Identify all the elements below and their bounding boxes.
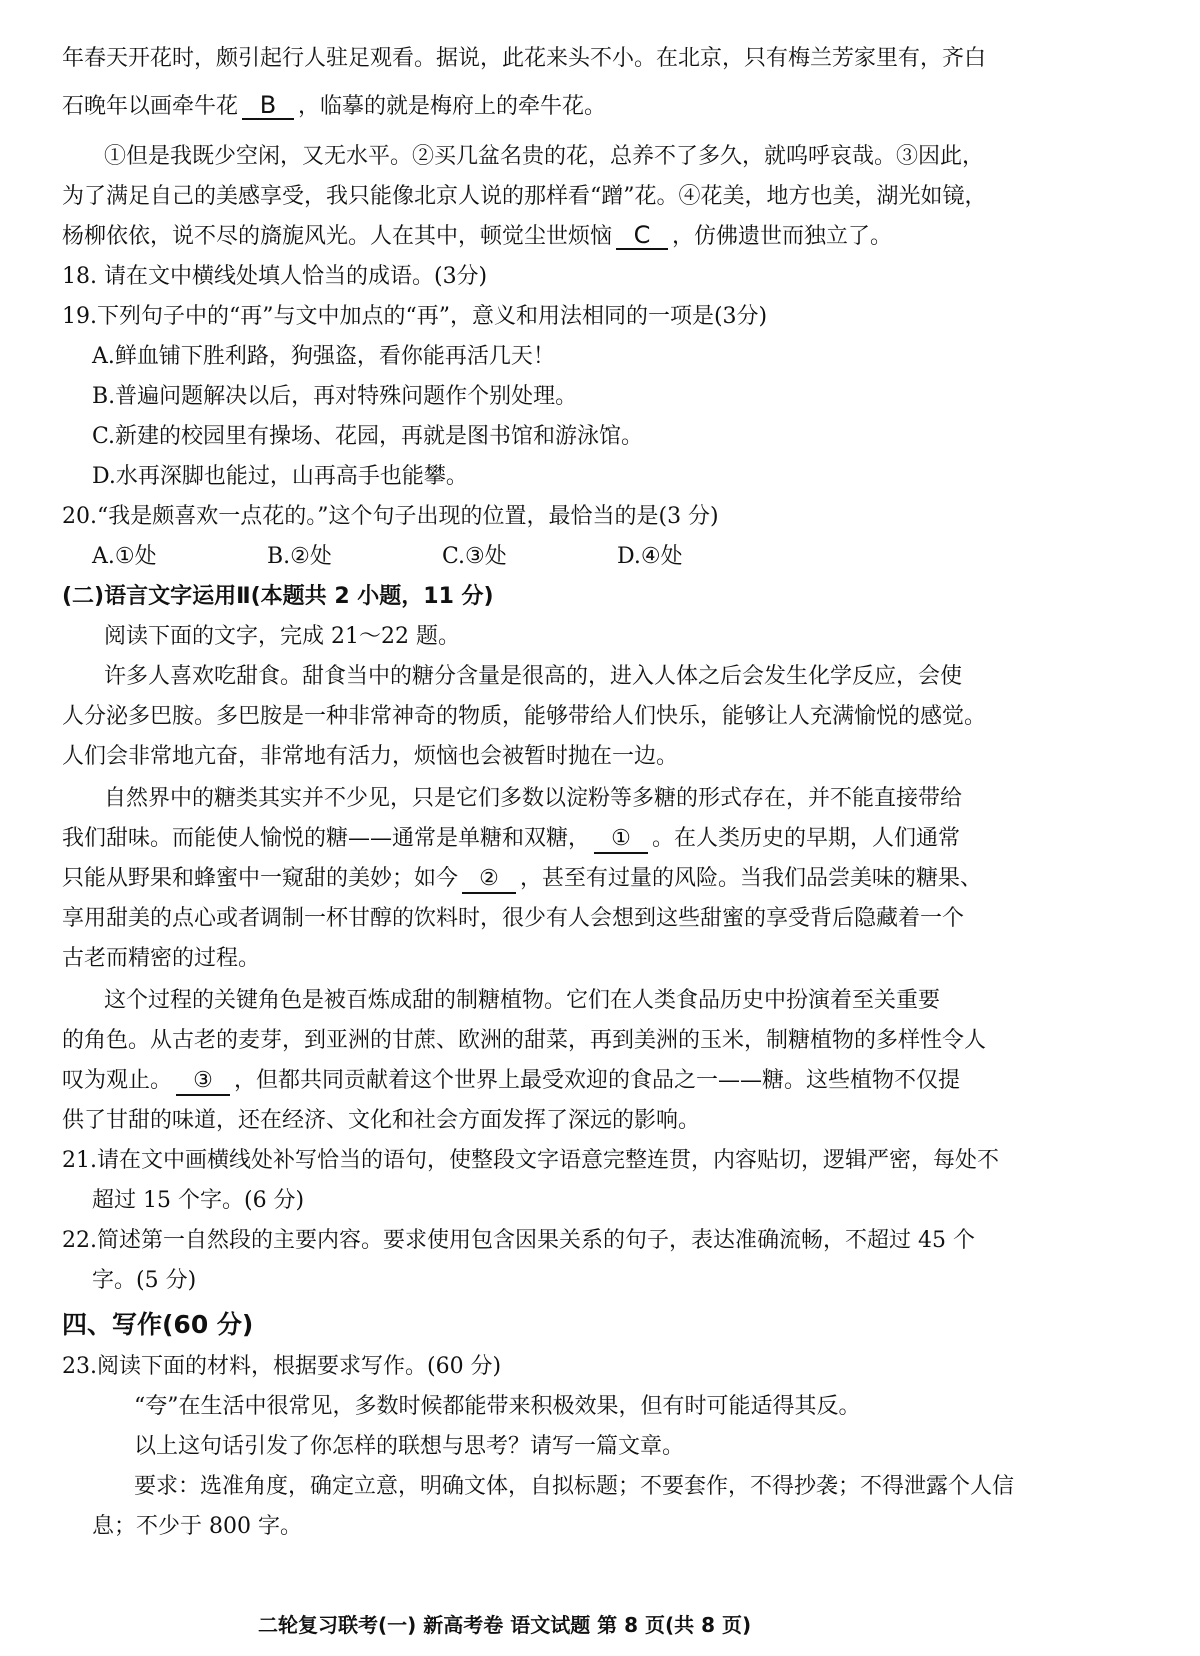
blank-c: C (616, 222, 668, 250)
blank-3: ③ (176, 1068, 230, 1096)
passage-text: 杨柳依依，说不尽的旖旎风光。人在其中，顿觉尘世烦恼 (62, 224, 613, 249)
question-20-option-a: A.①处 (92, 544, 157, 569)
paragraph-text: 叹为观止。 (62, 1068, 173, 1093)
writing-heading: 四、写作(60 分) (62, 1310, 254, 1339)
passage-text: ，仿佛遗世而独立了。 (672, 224, 893, 249)
paragraph-line: 这个过程的关键角色是被百炼成甜的制糖植物。它们在人类食品历史中扮演着至关重要 (104, 988, 941, 1013)
blank-b: B (242, 92, 294, 120)
writing-prompt: 以上这句话引发了你怎样的联想与思考？请写一篇文章。 (134, 1434, 685, 1459)
question-19-option-c: C.新建的校园里有操场、花园，再就是图书馆和游泳馆。 (92, 424, 644, 449)
paragraph-line (62, 824, 960, 854)
writing-requirements: 要求：选准角度，确定立意，明确文体，自拟标题；不要套作，不得抄袭；不得泄露个人信 (134, 1474, 1015, 1499)
paragraph-line: 享用甜美的点心或者调制一杯甘醇的饮料时，很少有人会想到这些甜蜜的享受背后隐藏着一个 (62, 906, 965, 931)
passage-text: ，临摹的就是梅府上的牵牛花。 (298, 94, 607, 119)
paragraph-line: 自然界中的糖类其实并不少见，只是它们多数以淀粉等多糖的形式存在，并不能直接带给 (104, 786, 963, 811)
question-20-option-b: B.②处 (267, 544, 332, 569)
blank-2: ② (462, 866, 516, 894)
question-20-options (92, 542, 792, 572)
writing-requirements-cont: 息；不少于 800 字。 (92, 1514, 302, 1539)
question-20-stem: 20.“我是颇喜欢一点花的。”这个句子出现的位置，最恰当的是(3 分) (62, 504, 719, 529)
page-footer: 二轮复习联考(一) 新高考卷 语文试题 第 8 页(共 8 页) (258, 1613, 752, 1637)
question-19-option-a: A.鲜血铺下胜利路，狗强盗，看你能再活几天！ (92, 344, 555, 369)
question-20-option-d: D.④处 (617, 544, 683, 569)
paragraph-line (62, 864, 982, 894)
paragraph-text: 。在人类历史的早期，人们通常 (652, 826, 961, 851)
question-19-option-d: D.水再深脚也能过，山再高手也能攀。 (92, 464, 468, 489)
paragraph-line: 的角色。从古老的麦芽，到亚洲的甘蔗、欧洲的甜菜，再到美洲的玉米，制糖植物的多样性令人 (62, 1028, 987, 1053)
question-22: 22.简述第一自然段的主要内容。要求使用包含因果关系的句子，表达准确流畅，不超过 45 个 (62, 1228, 975, 1253)
passage-line (62, 92, 606, 122)
paragraph-text: ，但都共同贡献着这个世界上最受欢迎的食品之一——糖。这些植物不仅提 (234, 1068, 961, 1093)
section-heading: (二)语言文字运用Ⅱ(本题共 2 小题，11 分) (62, 584, 494, 609)
passage-line: 为了满足自己的美感享受，我只能像北京人说的那样看“蹭”花。④花美，地方也美，湖光如镜， (62, 184, 987, 209)
question-23: 23.阅读下面的材料，根据要求写作。(60 分) (62, 1354, 502, 1379)
question-21-cont: 超过 15 个字。(6 分) (92, 1188, 305, 1213)
passage-line: 年春天开花时，颇引起行人驻足观看。据说，此花来头不小。在北京，只有梅兰芳家里有，齐白 (62, 46, 987, 71)
paragraph-line: 人分泌多巴胺。多巴胺是一种非常神奇的物质，能够带给人们快乐，能够让人充满愉悦的感觉。 (62, 704, 987, 729)
passage-line: ①但是我既少空闲，又无水平。②买几盆名贵的花，总养不了多久，就呜呼哀哉。③因此， (104, 144, 985, 169)
paragraph-line: 人们会非常地亢奋，非常地有活力，烦恼也会被暂时抛在一边。 (62, 744, 679, 769)
question-21: 21.请在文中画横线处补写恰当的语句，使整段文字语意完整连贯，内容贴切，逻辑严密，每处不 (62, 1148, 999, 1173)
paragraph-line (62, 1066, 960, 1096)
question-22-cont: 字。(5 分) (92, 1268, 197, 1293)
paragraph-line: 许多人喜欢吃甜食。甜食当中的糖分含量是很高的，进入人体之后会发生化学反应，会使 (104, 664, 963, 689)
passage-text: 石晚年以画牵牛花 (62, 94, 239, 119)
question-20-option-c: C.③处 (442, 544, 507, 569)
blank-1: ① (594, 826, 648, 854)
question-19-option-b: B.普遍问题解决以后，再对特殊问题作个别处理。 (92, 384, 578, 409)
question-19-stem: 19.下列句子中的“再”与文中加点的“再”，意义和用法相同的一项是(3分) (62, 304, 768, 329)
passage-line (62, 222, 892, 252)
paragraph-line: 供了甘甜的味道，还在经济、文化和社会方面发挥了深远的影响。 (62, 1108, 701, 1133)
writing-material: “夸”在生活中很常见，多数时候都能带来积极效果，但有时可能适得其反。 (134, 1394, 861, 1419)
paragraph-text: 我们甜味。而能使人愉悦的糖——通常是单糖和双糖， (62, 826, 591, 851)
paragraph-text: 只能从野果和蜂蜜中一窥甜的美妙；如今 (62, 866, 459, 891)
paragraph-text: ，甚至有过量的风险。当我们品尝美味的糖果、 (520, 866, 983, 891)
reading-instruction: 阅读下面的文字，完成 21～22 题。 (104, 624, 460, 649)
paragraph-line: 古老而精密的过程。 (62, 946, 261, 971)
question-18: 18. 请在文中横线处填人恰当的成语。(3分) (62, 264, 488, 289)
